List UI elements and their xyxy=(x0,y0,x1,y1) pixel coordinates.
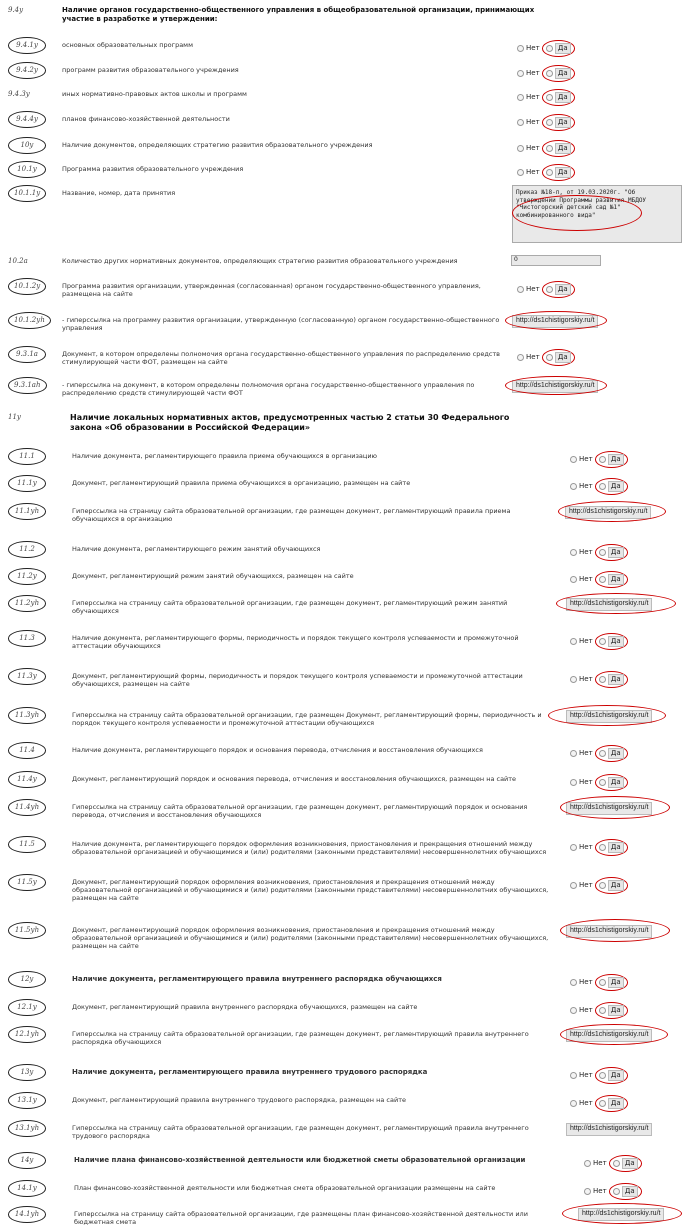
item-label: основных образовательных программ xyxy=(62,41,193,49)
item-label: Наличие документа, регламентирующего режим занятий обучающихся xyxy=(72,545,321,553)
yes-label: Да xyxy=(608,454,624,465)
hyperlink-input[interactable]: http://ds1chistigorskiy.ru/t xyxy=(566,1123,652,1136)
no-label: Нет xyxy=(579,977,593,986)
link-highlight xyxy=(560,796,670,819)
no-label: Нет xyxy=(579,481,593,490)
link-highlight xyxy=(548,705,666,726)
no-label: Нет xyxy=(526,352,540,361)
no-radio[interactable] xyxy=(570,979,577,986)
item-label: Гиперссылка на страницу сайта образовательной организации, где размещен документ, регламентирующий правила внутреннего трудового распорядка xyxy=(72,1124,529,1141)
item-label: Документ, в котором определены полномочия органа государственно-общественного управления по распределению средств стимулирующей части ФОТ, размещен на сайте xyxy=(62,350,501,367)
hyperlink-input[interactable]: http://ds1chistigorskiy.ru/t xyxy=(565,506,651,519)
no-label: Нет xyxy=(593,1158,607,1167)
no-radio[interactable] xyxy=(570,549,577,556)
no-radio[interactable] xyxy=(517,145,524,152)
no-radio[interactable] xyxy=(584,1188,591,1195)
item-label: Наличие документа, регламентирующего правила внутреннего распорядка обучающихся xyxy=(72,975,442,983)
yes-label: Да xyxy=(608,748,624,759)
yes-highlight xyxy=(542,164,575,181)
yes-no-control xyxy=(517,140,575,157)
yes-label: Да xyxy=(555,284,571,295)
yes-no-control xyxy=(570,451,628,468)
item-code: 11.5 xyxy=(8,836,46,853)
yes-radio[interactable] xyxy=(599,483,606,490)
no-radio[interactable] xyxy=(570,1100,577,1107)
yes-highlight xyxy=(595,774,628,791)
yes-highlight xyxy=(595,451,628,468)
item-label: Наличие документов, определяющих стратегию развития образовательного учреждения xyxy=(62,141,373,149)
yes-highlight xyxy=(595,974,628,991)
no-label: Нет xyxy=(526,43,540,52)
yes-no-control xyxy=(517,114,575,131)
yes-radio[interactable] xyxy=(546,286,553,293)
yes-highlight xyxy=(595,633,628,650)
yes-highlight xyxy=(595,1095,628,1112)
item-label: Количество других нормативных документов, определяющих стратегию развития образовательного учреждения xyxy=(62,257,458,265)
yes-no-control xyxy=(584,1183,642,1200)
item-label: Программа развития образовательного учреждения xyxy=(62,165,244,173)
item-code: 10.2а xyxy=(8,257,28,265)
yes-highlight xyxy=(595,877,628,894)
yes-highlight xyxy=(542,114,575,131)
yes-radio[interactable] xyxy=(546,70,553,77)
yes-radio[interactable] xyxy=(546,354,553,361)
no-radio[interactable] xyxy=(517,45,524,52)
yes-highlight xyxy=(542,349,575,366)
item-label: Программа развития организации, утвержденная (согласованная) органом государственно-общественного управления, размещена на сайте xyxy=(62,282,481,299)
yes-radio[interactable] xyxy=(613,1160,620,1167)
yes-radio[interactable] xyxy=(546,45,553,52)
count-input[interactable]: 0 xyxy=(511,255,601,266)
item-label: Название, номер, дата принятия xyxy=(62,189,176,197)
hyperlink-input[interactable]: http://ds1chistigorskiy.ru/t xyxy=(566,598,652,611)
yes-radio[interactable] xyxy=(546,145,553,152)
no-label: Нет xyxy=(526,68,540,77)
no-label: Нет xyxy=(579,748,593,757)
no-radio[interactable] xyxy=(570,844,577,851)
no-label: Нет xyxy=(579,1098,593,1107)
item-label: Наличие плана финансово-хозяйственной деятельности или бюджетной сметы образовательной организации xyxy=(74,1156,526,1164)
yes-radio[interactable] xyxy=(599,779,606,786)
no-label: Нет xyxy=(579,636,593,645)
yes-label: Да xyxy=(608,636,624,647)
yes-radio[interactable] xyxy=(599,979,606,986)
yes-no-control xyxy=(570,544,628,561)
yes-radio[interactable] xyxy=(599,1072,606,1079)
item-label: Гиперссылка на страницу сайта образовательной организации, где размещен документ, регламентирующий порядок и основания перевода, отчисления и восстановления обучающихся xyxy=(72,803,528,820)
item-code: 9.3.1а xyxy=(8,346,46,363)
yes-no-control xyxy=(517,89,575,106)
item-code: 11.1уh xyxy=(8,503,46,520)
item-label: Документ, регламентирующий формы, периодичность и порядок текущего контроля успеваемости и промежуточной аттестации обучающихся, размещен на сайте xyxy=(72,672,523,689)
yes-no-control xyxy=(570,1095,628,1112)
yes-label: Да xyxy=(555,92,571,103)
yes-label: Да xyxy=(555,68,571,79)
item-code: 9.4.3у xyxy=(8,90,30,98)
yes-radio[interactable] xyxy=(546,94,553,101)
no-label: Нет xyxy=(579,1070,593,1079)
item-code: 14.1у xyxy=(8,1180,46,1197)
item-label: Наличие документа, регламентирующего порядок оформления возникновения, приостановления и прекращения отношений между образовательной организацией и обучающимися и (или) родителями (законными представителями) несовершеннолетних обучающихся xyxy=(72,840,547,857)
yes-label: Да xyxy=(608,574,624,585)
yes-no-control xyxy=(517,349,575,366)
no-label: Нет xyxy=(579,547,593,556)
item-code: 9.3.1аh xyxy=(8,377,47,394)
yes-radio[interactable] xyxy=(599,676,606,683)
hyperlink-input[interactable]: http://ds1chistigorskiy.ru/t xyxy=(566,802,652,815)
yes-radio[interactable] xyxy=(599,549,606,556)
item-label: Документ, регламентирующий порядок оформления возникновения, приостановления и прекращения отношений между образовательной организацией и обучающимися и (или) родителями (законными представителями) несовершеннолетних обучающихся, размещен на сайте xyxy=(72,926,549,951)
yes-no-control xyxy=(570,571,628,588)
yes-label: Да xyxy=(608,880,624,891)
item-label: Документ, регламентирующий правила внутреннего распорядка обучающихся, размещен на сайте xyxy=(72,1003,418,1011)
item-code: 10.1у xyxy=(8,161,46,178)
item-code: 10.1.2у xyxy=(8,278,46,295)
item-code: 10.1.2уh xyxy=(8,312,51,329)
no-label: Нет xyxy=(579,880,593,889)
yes-highlight xyxy=(542,89,575,106)
yes-radio[interactable] xyxy=(599,638,606,645)
hyperlink-input[interactable]: http://ds1chistigorskiy.ru/t xyxy=(566,925,652,938)
no-label: Нет xyxy=(579,777,593,786)
yes-radio[interactable] xyxy=(599,882,606,889)
item-label: Документ, регламентирующий порядок оформления возникновения, приостановления и прекращения отношений между образовательной организацией и обучающимися и (или) родителями (законными представителями) несовершеннолетних обучающихся, размещен на сайте xyxy=(72,878,549,903)
item-code: 11.1у xyxy=(8,475,46,492)
yes-label: Да xyxy=(608,481,624,492)
yes-radio[interactable] xyxy=(599,576,606,583)
item-label: Гиперссылка на страницу сайта образовательной организации, где размещен Документ, регламентирующий формы, периодичность и порядок текущего контроля успеваемости и промежуточной аттестации обучающихся xyxy=(72,711,542,728)
yes-label: Да xyxy=(608,1098,624,1109)
no-label: Нет xyxy=(526,284,540,293)
item-code: 11.3 xyxy=(8,630,46,647)
yes-highlight xyxy=(595,671,628,688)
item-label: - гиперссылка на программу развития организации, утвержденную (согласованную) органом государственно-общественного управления xyxy=(62,316,500,333)
yes-highlight xyxy=(609,1183,642,1200)
no-radio[interactable] xyxy=(517,286,524,293)
yes-label: Да xyxy=(608,977,624,988)
item-label: Наличие документа, регламентирующего правила приема обучающихся в организацию xyxy=(72,452,378,460)
hyperlink-input[interactable]: http://ds1chistigorskiy.ru/t xyxy=(512,315,598,328)
item-code: 12.1у xyxy=(8,999,46,1016)
item-label: Гиперссылка на страницу сайта образовательной организации, где размещен документ, регламентирующий правила приема обучающихся в организацию xyxy=(72,507,511,524)
no-radio[interactable] xyxy=(570,638,577,645)
item-code: 11.2уh xyxy=(8,595,46,612)
yes-label: Да xyxy=(608,1070,624,1081)
no-radio[interactable] xyxy=(570,483,577,490)
no-radio[interactable] xyxy=(517,70,524,77)
yes-highlight xyxy=(542,65,575,82)
yes-no-control xyxy=(570,633,628,650)
yes-no-control xyxy=(570,877,628,894)
item-code: 11.5уh xyxy=(8,922,46,939)
item-code: 11.2у xyxy=(8,568,46,585)
item-label: планов финансово-хозяйственной деятельности xyxy=(62,115,230,123)
no-radio[interactable] xyxy=(570,779,577,786)
yes-no-control xyxy=(517,40,575,57)
yes-no-control xyxy=(570,478,628,495)
item-code: 13у xyxy=(8,1064,46,1081)
no-label: Нет xyxy=(526,167,540,176)
textarea-highlight xyxy=(512,195,642,231)
yes-highlight xyxy=(595,571,628,588)
yes-no-control xyxy=(517,164,575,181)
yes-label: Да xyxy=(555,167,571,178)
program-title-textarea[interactable]: Приказ №18-п, от 19.03.2020г. "Об утверждении Программы развития МБДОУ "Чистогорский детский сад №1" комбинированного вида" xyxy=(512,185,682,243)
item-label: Наличие документа, регламентирующего правила внутреннего трудового распорядка xyxy=(72,1068,428,1076)
no-label: Нет xyxy=(526,92,540,101)
link-highlight xyxy=(560,919,670,942)
item-label: Наличие документа, регламентирующего формы, периодичность и порядок текущего контроля успеваемости и промежуточной аттестации обучающихся xyxy=(72,634,519,651)
no-radio[interactable] xyxy=(570,576,577,583)
yes-radio[interactable] xyxy=(613,1188,620,1195)
no-radio[interactable] xyxy=(570,676,577,683)
item-label: Гиперссылка на страницу сайта образовательной организации, где размещены план финансово-хозяйственной деятельности или бюджетная смета xyxy=(74,1210,528,1227)
hyperlink-input[interactable]: http://ds1chistigorskiy.ru/t xyxy=(566,710,652,723)
link-highlight xyxy=(505,376,607,395)
yes-highlight xyxy=(595,839,628,856)
link-highlight xyxy=(562,1203,682,1224)
yes-highlight xyxy=(595,1067,628,1084)
yes-label: Да xyxy=(608,777,624,788)
no-radio[interactable] xyxy=(570,1072,577,1079)
item-code: 14.1уh xyxy=(8,1206,46,1223)
no-label: Нет xyxy=(579,1005,593,1014)
item-code: 12.1уh xyxy=(8,1026,46,1043)
no-radio[interactable] xyxy=(517,94,524,101)
yes-no-control xyxy=(570,1002,628,1019)
item-code: 10у xyxy=(8,137,46,154)
yes-no-control xyxy=(570,745,628,762)
item-code: 10.1.1у xyxy=(8,185,46,202)
yes-highlight xyxy=(595,544,628,561)
yes-radio[interactable] xyxy=(599,456,606,463)
yes-highlight xyxy=(542,140,575,157)
item-code: 11.3уh xyxy=(8,707,46,724)
item-label: иных нормативно-правовых актов школы и программ xyxy=(62,90,247,98)
link-highlight xyxy=(560,1024,668,1045)
item-label: Гиперссылка на страницу сайта образовательной организации, где размещен документ, регламентирующий режим занятий обучающихся xyxy=(72,599,508,616)
item-label: - гиперссылка на документ, в котором определены полномочия органа государственно-общественного управления по распределению средств стимулирующей части ФОТ xyxy=(62,381,475,398)
item-code: 11.2 xyxy=(8,541,46,558)
no-radio[interactable] xyxy=(517,119,524,126)
no-label: Нет xyxy=(579,842,593,851)
item-code: 14у xyxy=(8,1152,46,1169)
yes-label: Да xyxy=(622,1158,638,1169)
yes-no-control xyxy=(570,1067,628,1084)
yes-label: Да xyxy=(555,43,571,54)
no-label: Нет xyxy=(579,674,593,683)
item-code: 11.5у xyxy=(8,874,46,891)
hyperlink-input[interactable]: http://ds1chistigorskiy.ru/t xyxy=(512,380,598,393)
yes-highlight xyxy=(542,281,575,298)
item-label: План финансово-хозяйственной деятельности или бюджетная смета образовательной организации размещены на сайте xyxy=(74,1184,496,1192)
item-code: 11.4у xyxy=(8,771,46,788)
yes-label: Да xyxy=(555,117,571,128)
yes-label: Да xyxy=(622,1186,638,1197)
yes-highlight xyxy=(542,40,575,57)
no-radio[interactable] xyxy=(570,750,577,757)
link-highlight xyxy=(556,593,676,614)
yes-radio[interactable] xyxy=(546,169,553,176)
yes-label: Да xyxy=(555,352,571,363)
yes-label: Да xyxy=(608,1005,624,1016)
yes-radio[interactable] xyxy=(599,844,606,851)
item-label: Документ, регламентирующий порядок и основания перевода, отчисления и восстановления обучающихся, размещен на сайте xyxy=(72,775,517,783)
link-highlight xyxy=(558,501,666,522)
yes-no-control xyxy=(517,65,575,82)
hyperlink-input[interactable]: http://ds1chistigorskiy.ru/t xyxy=(566,1029,652,1042)
yes-no-control xyxy=(570,671,628,688)
no-label: Нет xyxy=(526,117,540,126)
yes-label: Да xyxy=(608,842,624,853)
item-code: 11.3у xyxy=(8,668,46,685)
yes-radio[interactable] xyxy=(599,1007,606,1014)
yes-label: Да xyxy=(608,674,624,685)
yes-label: Да xyxy=(555,143,571,154)
item-code: 11у xyxy=(8,413,21,421)
yes-highlight xyxy=(595,745,628,762)
item-code: 9.4.2у xyxy=(8,62,46,79)
yes-no-control xyxy=(570,974,628,991)
yes-no-control xyxy=(584,1155,642,1172)
item-code: 13.1у xyxy=(8,1092,46,1109)
item-label: Наличие документа, регламентирующего порядок и основания перевода, отчисления и восстановления обучающихся xyxy=(72,746,483,754)
yes-no-control xyxy=(570,774,628,791)
yes-highlight xyxy=(595,478,628,495)
yes-highlight xyxy=(595,1002,628,1019)
item-label: Наличие локальных нормативных актов, предусмотренных частью 2 статьи 30 Федерального закона «Об образовании в Российской Федерации» xyxy=(70,413,510,432)
yes-no-control xyxy=(517,281,575,298)
item-label: Документ, регламентирующий режим занятий обучающихся, размещен на сайте xyxy=(72,572,354,580)
item-label: Документ, регламентирующий правила приема обучающихся в организацию, размещен на сайте xyxy=(72,479,411,487)
item-label: Гиперссылка на страницу сайта образовательной организации, где размещен документ, регламентирующий правила внутреннего распорядка обучающихся xyxy=(72,1030,529,1047)
item-label: Наличие органов государственно-общественного управления в общеобразовательной организации, принимающих участие в разработке и утверждении: xyxy=(62,6,535,23)
item-code: 11.4уh xyxy=(8,799,46,816)
item-code: 9.4.1у xyxy=(8,37,46,54)
yes-label: Да xyxy=(608,547,624,558)
item-code: 9.4у xyxy=(8,6,24,14)
item-label: программ развития образовательного учреждения xyxy=(62,66,239,74)
item-code: 9.4.4у xyxy=(8,111,46,128)
no-label: Нет xyxy=(579,454,593,463)
no-radio[interactable] xyxy=(584,1160,591,1167)
no-radio[interactable] xyxy=(570,882,577,889)
item-code: 13.1уh xyxy=(8,1120,46,1137)
no-label: Нет xyxy=(526,143,540,152)
no-radio[interactable] xyxy=(517,354,524,361)
item-code: 12у xyxy=(8,971,46,988)
yes-radio[interactable] xyxy=(599,1100,606,1107)
yes-radio[interactable] xyxy=(599,750,606,757)
item-label: Документ, регламентирующий правила внутреннего трудового распорядка, размещен на сайте xyxy=(72,1096,406,1104)
link-highlight xyxy=(505,311,607,330)
no-radio[interactable] xyxy=(570,1007,577,1014)
yes-no-control xyxy=(570,839,628,856)
no-radio[interactable] xyxy=(517,169,524,176)
hyperlink-input[interactable]: http://ds1chistigorskiy.ru/t xyxy=(578,1208,664,1221)
item-code: 11.4 xyxy=(8,742,46,759)
item-code: 11.1 xyxy=(8,448,46,465)
yes-highlight xyxy=(609,1155,642,1172)
no-radio[interactable] xyxy=(570,456,577,463)
yes-radio[interactable] xyxy=(546,119,553,126)
no-label: Нет xyxy=(579,574,593,583)
no-label: Нет xyxy=(593,1186,607,1195)
